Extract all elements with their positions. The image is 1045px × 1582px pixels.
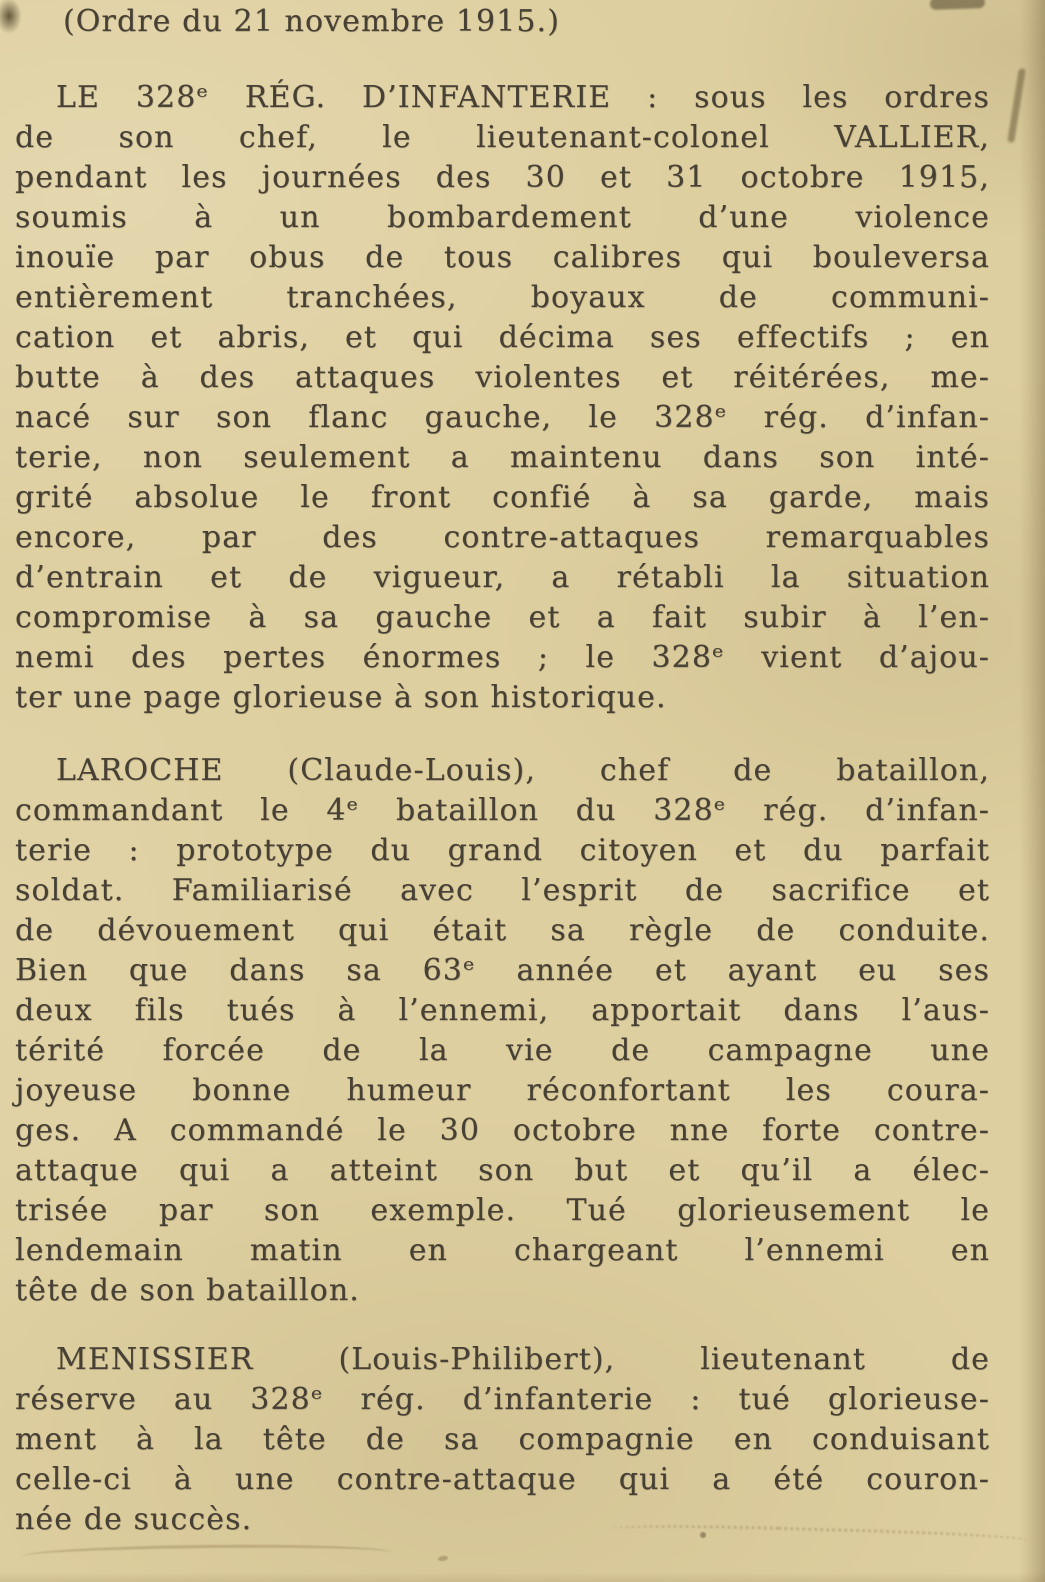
text-line: inouïe par obus de tous calibres qui bouleversa	[15, 240, 990, 275]
text-line: lendemain matin en chargeant l’ennemi en	[15, 1233, 990, 1268]
text-line: grité absolue le front confié à sa garde, mais	[15, 480, 990, 515]
paragraph-menissier-citation	[15, 1340, 990, 1540]
text-line: attaque qui a atteint son but et qu’il a élec-	[15, 1153, 990, 1188]
paragraph-order-date	[15, 2, 990, 42]
right-edge-ink-streak	[1007, 68, 1026, 143]
text-line: d’entrain et de vigueur, a rétabli la situation	[15, 560, 990, 595]
text-line: soumis à un bombardement d’une violence	[15, 200, 990, 235]
text-line: térité forcée de la vie de campagne une	[15, 1033, 990, 1068]
ink-speck	[438, 1555, 449, 1562]
text-line: tête de son bataillon.	[15, 1273, 360, 1308]
text-line: trisée par son exemple. Tué glorieusement le	[15, 1193, 990, 1228]
page-edge-shadow	[1019, 0, 1045, 1582]
text-line: celle-ci à une contre-attaque qui a été couron-	[15, 1462, 990, 1497]
page-bottom-shadow	[0, 1572, 1045, 1582]
text-line: cation et abris, et qui décima ses effectifs ; en	[15, 320, 990, 355]
text-line: nacé sur son flanc gauche, le 328ᵉ rég. d’infan-	[15, 400, 990, 435]
paragraph-regiment-citation	[15, 78, 990, 718]
text-line: soldat. Familiarisé avec l’esprit de sacrifice et	[15, 873, 990, 908]
text-line: compromise à sa gauche et a fait subir à l’en-	[15, 600, 990, 635]
text-line: (Ordre du 21 novembre 1915.)	[63, 4, 561, 39]
pencil-squiggle-left	[22, 1543, 392, 1566]
text-line: Bien que dans sa 63ᵉ année et ayant eu ses	[15, 953, 990, 988]
text-line: terie, non seulement a maintenu dans son inté-	[15, 440, 990, 475]
text-line: ges. A commandé le 30 octobre nne forte contre-	[15, 1113, 990, 1148]
text-line: ter une page glorieuse à son historique.	[15, 680, 667, 715]
text-line: encore, par des contre-attaques remarquables	[15, 520, 990, 555]
paragraph-laroche-citation	[15, 751, 990, 1311]
text-line: MENISSIER (Louis-Philibert), lieutenant de	[56, 1342, 990, 1377]
text-line: entièrement tranchées, boyaux de communi-	[15, 280, 990, 315]
text-line: deux fils tués à l’ennemi, apportait dans l’aus-	[15, 993, 990, 1028]
text-line: de dévouement qui était sa règle de conduite.	[15, 913, 990, 948]
text-line: butte à des attaques violentes et réitérées, me-	[15, 360, 990, 395]
text-line: nemi des pertes énormes ; le 328ᵉ vient d’ajou-	[15, 640, 990, 675]
text-line: pendant les journées des 30 et 31 octobre 1915,	[15, 160, 990, 195]
text-line: de son chef, le lieutenant-colonel VALLIER,	[15, 120, 990, 155]
text-line: née de succès.	[15, 1502, 253, 1537]
text-line: ment à la tête de sa compagnie en conduisant	[15, 1422, 990, 1457]
text-line: joyeuse bonne humeur réconfortant les coura-	[15, 1073, 990, 1108]
text-line: réserve au 328ᵉ rég. d’infanterie : tué glorieuse-	[15, 1382, 990, 1417]
text-line: commandant le 4ᵉ bataillon du 328ᵉ rég. d’infan-	[15, 793, 990, 828]
text-line: LE 328ᵉ RÉG. D’INFANTERIE : sous les ordres	[56, 80, 990, 115]
text-line: terie : prototype du grand citoyen et du parfait	[15, 833, 990, 868]
text-line: LAROCHE (Claude-Louis), chef de bataillon,	[56, 753, 990, 788]
